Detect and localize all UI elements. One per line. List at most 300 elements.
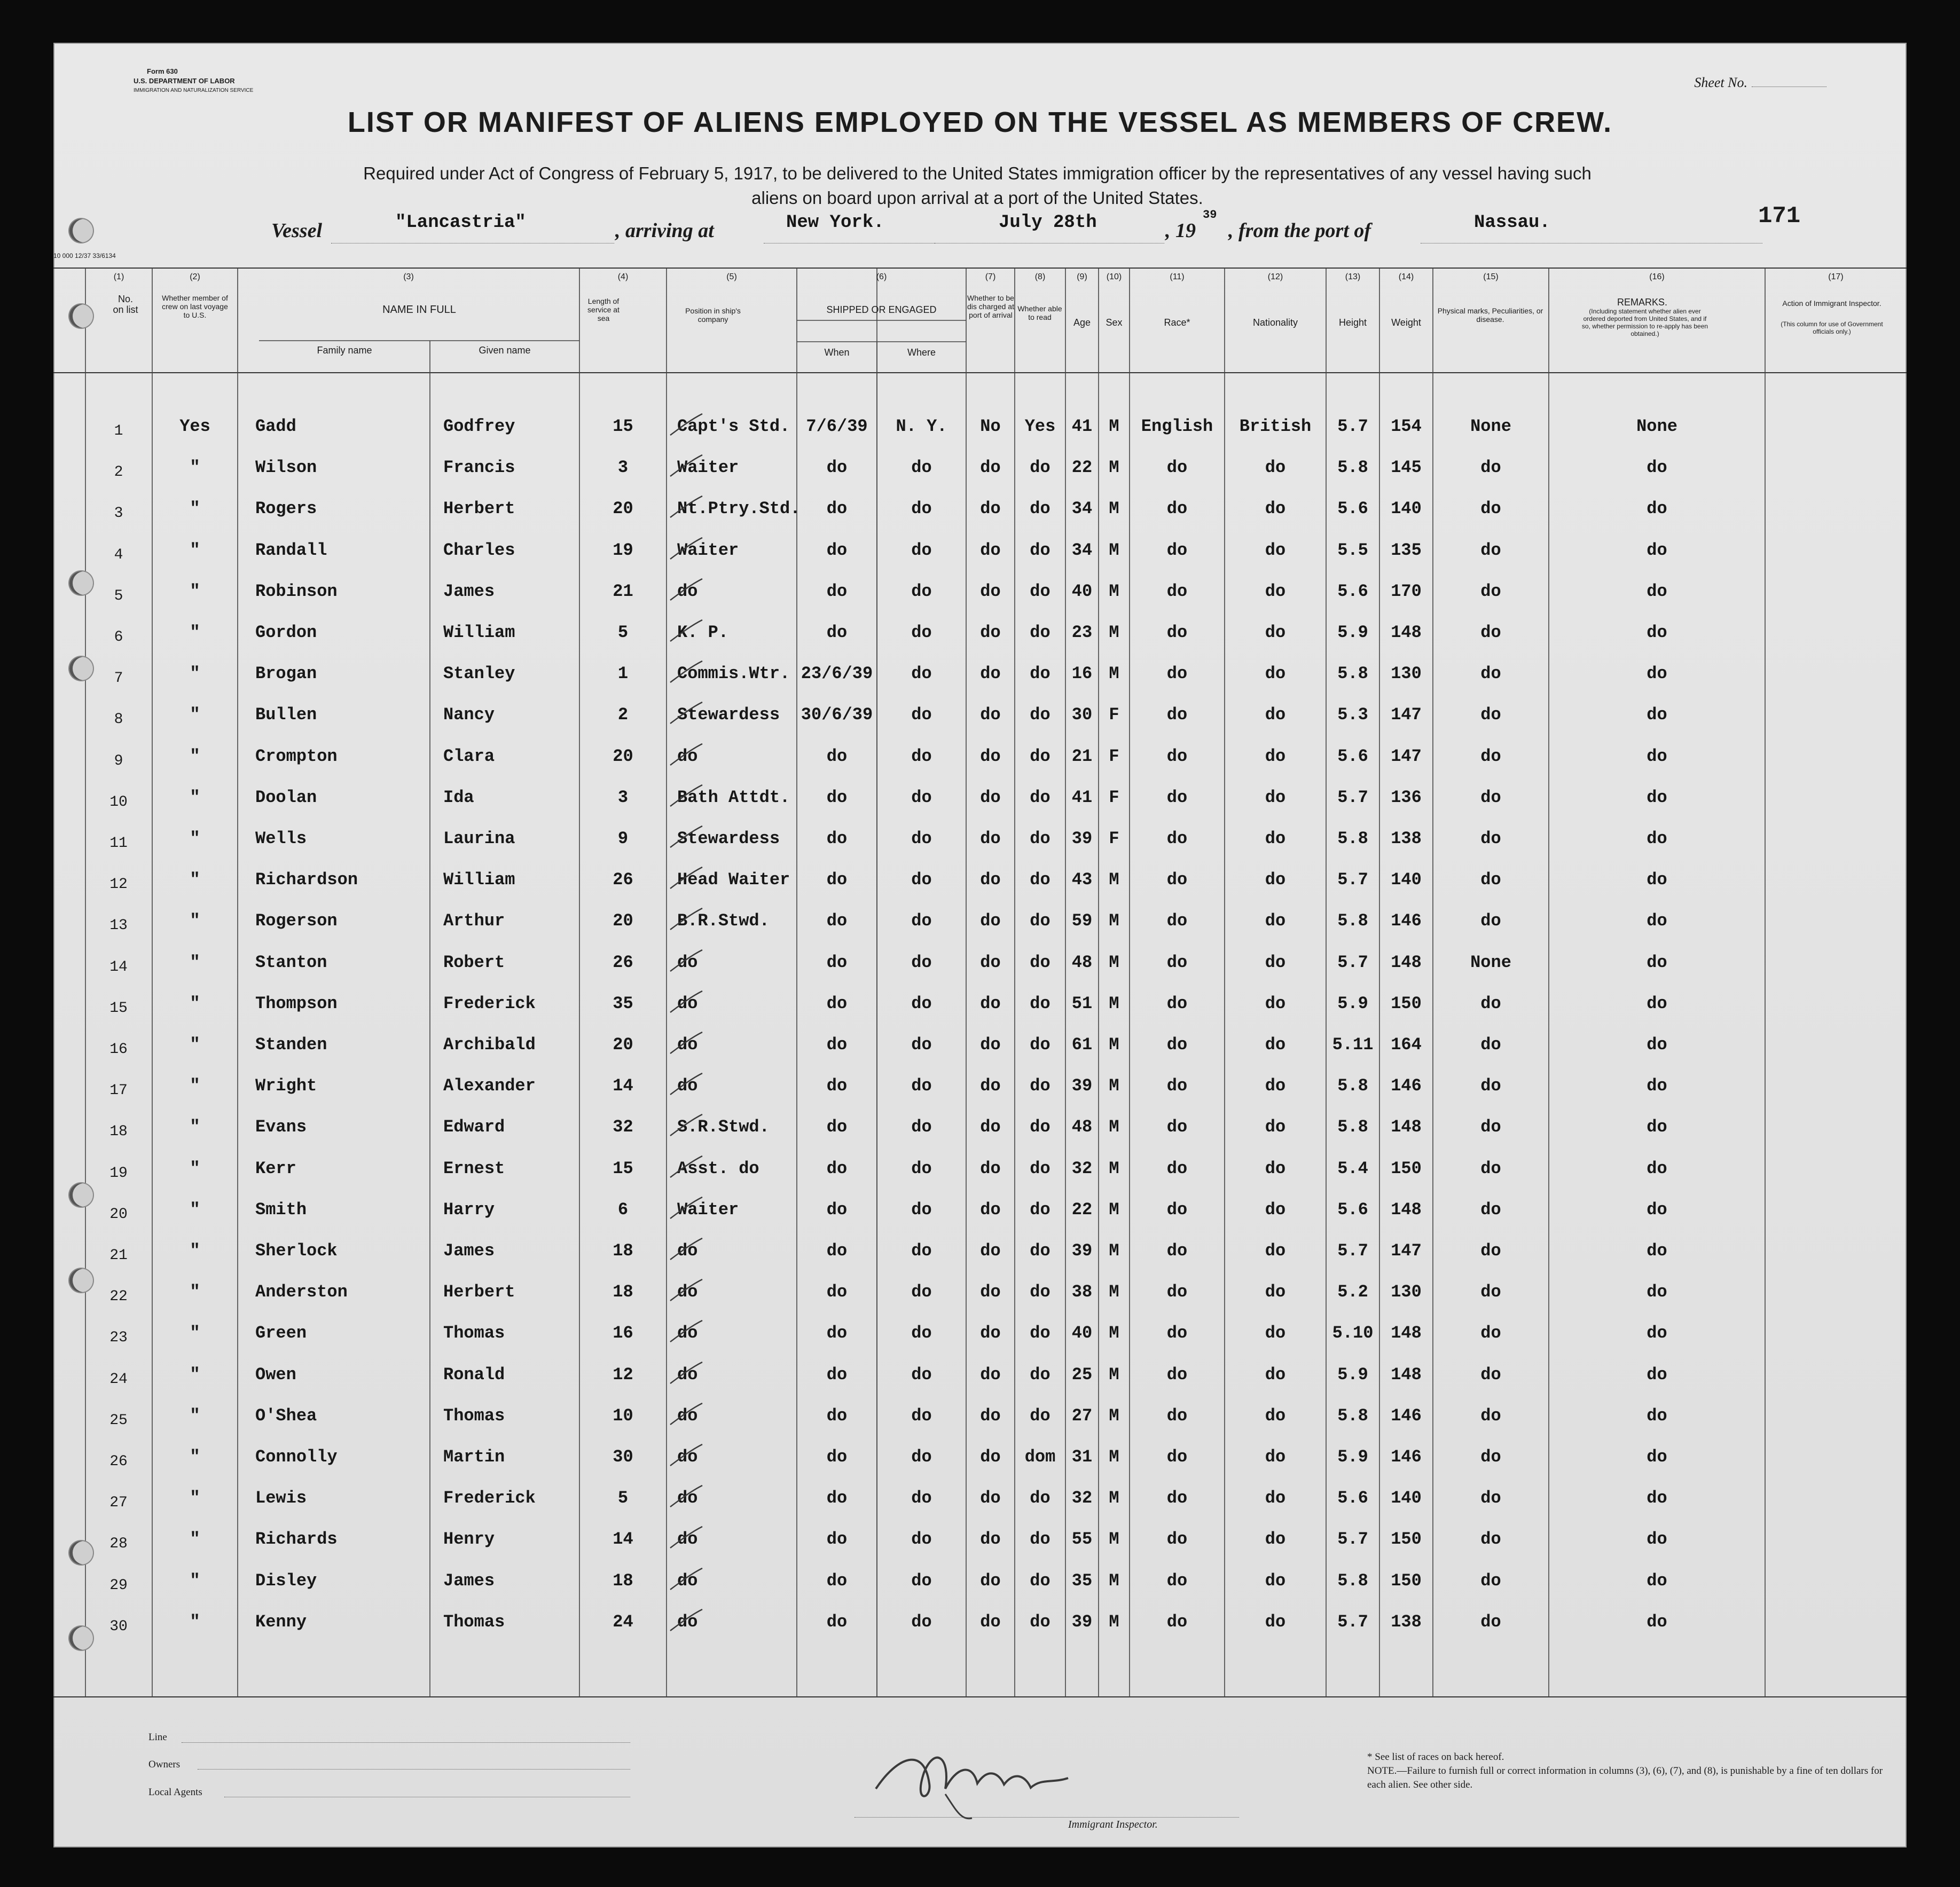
cell-family: Brogan — [255, 664, 317, 684]
cell-remarks: do — [1647, 623, 1667, 642]
cell-family: Evans — [255, 1117, 307, 1137]
cell-when: do — [826, 458, 848, 478]
cell-nat: British — [1239, 416, 1312, 436]
cell-sex: M — [1109, 499, 1119, 519]
cell-sex: M — [1109, 1529, 1119, 1550]
row-number: 8 — [114, 711, 123, 728]
cell-given: Ida — [443, 787, 474, 807]
cell-phys: do — [1480, 911, 1501, 931]
cell-phys: do — [1480, 993, 1501, 1013]
cell-age: 39 — [1071, 1611, 1093, 1632]
cell-where: do — [911, 1529, 932, 1550]
cell-service: 2 — [617, 705, 629, 725]
cell-remarks: do — [1647, 911, 1667, 931]
cell-age: 40 — [1071, 581, 1093, 601]
cell-when: do — [826, 746, 848, 766]
cell-where: do — [911, 787, 932, 807]
cell-nat: do — [1265, 1570, 1286, 1591]
cell-sex: M — [1109, 540, 1119, 560]
arriving-label: , arriving at — [615, 219, 714, 242]
cell-nat: do — [1265, 623, 1286, 642]
cell-prev: " — [190, 705, 200, 725]
cell-position: Waiter — [677, 540, 739, 560]
cell-disch: do — [980, 623, 1001, 642]
cell-prev: " — [190, 911, 200, 931]
cell-age: 35 — [1071, 1570, 1093, 1591]
cell-when: do — [826, 1241, 848, 1261]
cell-nat: do — [1265, 1035, 1286, 1055]
year-prefix: , 19 — [1165, 219, 1196, 242]
cell-height: 5.6 — [1337, 499, 1368, 519]
cell-when: do — [826, 1117, 848, 1137]
cell-weight: 146 — [1391, 1447, 1422, 1467]
cell-where: do — [911, 705, 932, 725]
cell-weight: 140 — [1391, 1488, 1422, 1508]
cell-given: Ernest — [443, 1158, 505, 1178]
cell-disch: No — [980, 416, 1001, 436]
cell-family: Wells — [255, 829, 307, 848]
row-number: 29 — [109, 1577, 128, 1594]
vessel-label: Vessel — [271, 219, 322, 242]
col-nationality: Nationality — [1252, 317, 1298, 328]
col-physical: Physical marks, Peculiarities, or disease. — [1437, 306, 1543, 324]
column-number: (10) — [1106, 272, 1122, 281]
cell-given: Clara — [443, 746, 495, 766]
cell-sex: M — [1109, 1488, 1119, 1508]
cell-read: do — [1030, 458, 1050, 478]
cell-weight: 138 — [1391, 829, 1422, 848]
cell-age: 21 — [1071, 746, 1093, 766]
cell-position: S.R.Stwd. — [677, 1117, 770, 1137]
cell-prev: " — [190, 1282, 200, 1302]
cell-phys: None — [1470, 952, 1511, 972]
cell-remarks: do — [1647, 787, 1667, 807]
cell-height: 5.7 — [1337, 870, 1368, 890]
col-shipped: SHIPPED OR ENGAGED — [826, 304, 937, 315]
cell-phys: do — [1480, 664, 1501, 684]
cell-prev: " — [190, 1529, 200, 1550]
cell-prev: " — [190, 1199, 200, 1220]
cell-weight: 148 — [1391, 952, 1422, 972]
cell-phys: do — [1480, 458, 1501, 478]
cell-family: Sherlock — [255, 1241, 338, 1261]
cell-read: do — [1030, 664, 1050, 684]
cell-remarks: do — [1647, 993, 1667, 1013]
cell-prev: " — [190, 664, 200, 684]
cell-weight: 150 — [1391, 993, 1422, 1013]
cell-family: Thompson — [255, 993, 338, 1013]
sheet-number: Sheet No. — [1694, 75, 1826, 91]
cell-phys: do — [1480, 1282, 1501, 1302]
check-mark-icon — [668, 782, 705, 809]
cell-given: Herbert — [443, 1282, 515, 1302]
row-number: 27 — [109, 1495, 128, 1512]
cell-sex: M — [1109, 1447, 1119, 1467]
cell-weight: 148 — [1391, 1364, 1422, 1385]
cell-when: do — [826, 581, 848, 601]
cell-where: N. Y. — [896, 416, 947, 436]
cell-family: Doolan — [255, 787, 317, 807]
cell-when: do — [826, 1158, 848, 1178]
cell-disch: do — [980, 1035, 1001, 1055]
col-where: Where — [907, 347, 936, 358]
cell-position: do — [677, 993, 698, 1013]
check-mark-icon — [668, 1071, 705, 1097]
cell-race: do — [1166, 952, 1188, 972]
cell-read: dom — [1024, 1447, 1056, 1467]
cell-read: do — [1030, 1117, 1050, 1137]
cell-disch: do — [980, 458, 1001, 478]
cell-prev: " — [190, 870, 200, 890]
cell-where: do — [911, 1035, 932, 1055]
cell-age: 25 — [1071, 1364, 1093, 1385]
punch-hole — [69, 219, 93, 242]
cell-where: do — [911, 1488, 932, 1508]
cell-height: 5.4 — [1337, 1158, 1368, 1178]
cell-service: 32 — [613, 1117, 633, 1137]
cell-disch: do — [980, 1405, 1001, 1426]
cell-remarks: do — [1647, 1570, 1667, 1591]
cell-position: Waiter — [677, 1199, 739, 1220]
col-height: Height — [1338, 317, 1367, 328]
cell-service: 3 — [617, 787, 629, 807]
cell-remarks: None — [1636, 416, 1677, 436]
column-number: (16) — [1649, 272, 1665, 281]
column-number: (3) — [403, 272, 414, 281]
row-number: 23 — [109, 1330, 128, 1347]
cell-position: do — [677, 1611, 698, 1632]
cell-remarks: do — [1647, 540, 1667, 560]
cell-where: do — [911, 581, 932, 601]
cell-phys: do — [1480, 1076, 1501, 1096]
col-remarks-sub: (Including statement whether alien ever ordered deported from United States, and if so, whether permission to re-apply has been obtained.) — [1581, 308, 1708, 337]
cell-remarks: do — [1647, 458, 1667, 478]
cell-sex: M — [1109, 1199, 1119, 1220]
cell-where: do — [911, 664, 932, 684]
cell-read: do — [1030, 1076, 1050, 1096]
cell-when: do — [826, 1447, 848, 1467]
cell-prev: " — [190, 1035, 200, 1055]
cell-weight: 130 — [1391, 1282, 1422, 1302]
punch-hole — [69, 1626, 93, 1650]
cell-nat: do — [1265, 993, 1286, 1013]
cell-age: 31 — [1071, 1447, 1093, 1467]
cell-remarks: do — [1647, 829, 1667, 848]
cell-prev: " — [190, 1447, 200, 1467]
col-family-name: Family name — [317, 345, 372, 356]
cell-height: 5.7 — [1337, 787, 1368, 807]
cell-phys: do — [1480, 1570, 1501, 1591]
cell-service: 26 — [613, 870, 633, 890]
col-whether-member: Whether member of crew on last voyage to U.S. — [162, 294, 228, 319]
cell-service: 16 — [613, 1323, 633, 1343]
cell-family: Gadd — [255, 416, 296, 436]
arriving-port: New York. — [786, 213, 884, 233]
check-mark-icon — [668, 452, 705, 479]
cell-nat: do — [1265, 1611, 1286, 1632]
cell-age: 32 — [1071, 1488, 1093, 1508]
check-mark-icon — [668, 576, 705, 603]
cell-service: 21 — [613, 581, 633, 601]
col-position: Position in ship's company — [685, 306, 741, 324]
cell-phys: do — [1480, 1117, 1501, 1137]
cell-height: 5.8 — [1337, 1117, 1368, 1137]
cell-disch: do — [980, 1117, 1001, 1137]
cell-family: Bullen — [255, 705, 317, 725]
cell-sex: F — [1109, 829, 1119, 848]
cell-weight: 146 — [1391, 1405, 1422, 1426]
cell-remarks: do — [1647, 952, 1667, 972]
cell-where: do — [911, 1405, 932, 1426]
cell-disch: do — [980, 581, 1001, 601]
row-number: 25 — [109, 1412, 128, 1429]
row-number: 28 — [109, 1536, 128, 1553]
cell-race: do — [1166, 1199, 1188, 1220]
column-number: (7) — [985, 272, 996, 281]
cell-race: do — [1166, 664, 1188, 684]
cell-position: Asst. do — [677, 1158, 759, 1178]
line-rule — [182, 1742, 630, 1743]
cell-nat: do — [1265, 1405, 1286, 1426]
cell-age: 41 — [1071, 416, 1093, 436]
cell-family: Richards — [255, 1529, 338, 1550]
cell-prev: " — [190, 581, 200, 601]
cell-nat: do — [1265, 829, 1286, 848]
cell-when: do — [826, 1529, 848, 1550]
cell-position: do — [677, 1364, 698, 1385]
cell-race: do — [1166, 1570, 1188, 1591]
row-number: 7 — [114, 670, 123, 687]
cell-given: Nancy — [443, 705, 495, 725]
cell-age: 51 — [1071, 993, 1093, 1013]
cell-service: 30 — [613, 1447, 633, 1467]
cell-weight: 146 — [1391, 1076, 1422, 1096]
arrival-date: July 28th — [999, 213, 1097, 233]
cell-height: 5.2 — [1337, 1282, 1368, 1302]
cell-weight: 148 — [1391, 1117, 1422, 1137]
cell-age: 22 — [1071, 458, 1093, 478]
row-number: 9 — [114, 752, 123, 769]
cell-read: do — [1030, 829, 1050, 848]
cell-where: do — [911, 1447, 932, 1467]
cell-phys: do — [1480, 1158, 1501, 1178]
cell-height: 5.6 — [1337, 1199, 1368, 1220]
check-mark-icon — [668, 1359, 705, 1386]
cell-nat: do — [1265, 1076, 1286, 1096]
cell-age: 48 — [1071, 1117, 1093, 1137]
cell-given: Archibald — [443, 1035, 536, 1055]
department-name: U.S. DEPARTMENT OF LABOR — [134, 77, 235, 85]
from-port-label: , from the port of — [1228, 219, 1371, 242]
cell-disch: do — [980, 1364, 1001, 1385]
cell-weight: 147 — [1391, 746, 1422, 766]
cell-service: 14 — [613, 1529, 633, 1550]
cell-weight: 140 — [1391, 870, 1422, 890]
cell-service: 6 — [617, 1199, 629, 1220]
row-number: 24 — [109, 1371, 128, 1388]
cell-sex: M — [1109, 458, 1119, 478]
row-number: 20 — [109, 1206, 128, 1223]
cell-phys: do — [1480, 1364, 1501, 1385]
cell-remarks: do — [1647, 1035, 1667, 1055]
cell-given: Martin — [443, 1447, 505, 1467]
cell-weight: 136 — [1391, 787, 1422, 807]
cell-sex: M — [1109, 911, 1119, 931]
cell-prev: " — [190, 540, 200, 560]
row-number: 19 — [109, 1165, 128, 1182]
column-number: (14) — [1398, 272, 1414, 281]
row-number: 17 — [109, 1082, 128, 1099]
cell-sex: M — [1109, 1076, 1119, 1096]
cell-weight: 145 — [1391, 458, 1422, 478]
check-mark-icon — [668, 493, 705, 520]
row-number: 21 — [109, 1247, 128, 1264]
cell-phys: do — [1480, 1199, 1501, 1220]
cell-position: Commis.Wtr. — [677, 664, 790, 684]
cell-family: Robinson — [255, 581, 338, 601]
cell-when: do — [826, 540, 848, 560]
cell-service: 3 — [617, 458, 629, 478]
cell-position: do — [677, 1529, 698, 1550]
cell-prev: " — [190, 1611, 200, 1632]
punch-hole — [69, 571, 93, 595]
cell-read: do — [1030, 1158, 1050, 1178]
cell-prev: " — [190, 829, 200, 848]
cell-race: do — [1166, 993, 1188, 1013]
cell-race: do — [1166, 1241, 1188, 1261]
cell-sex: F — [1109, 746, 1119, 766]
row-number: 18 — [109, 1123, 128, 1141]
cell-given: William — [443, 623, 515, 642]
cell-nat: do — [1265, 1158, 1286, 1178]
punch-hole — [69, 1269, 93, 1292]
cell-given: Francis — [443, 458, 515, 478]
cell-when: do — [826, 993, 848, 1013]
cell-position: do — [677, 1405, 698, 1426]
cell-race: do — [1166, 1076, 1188, 1096]
cell-remarks: do — [1647, 746, 1667, 766]
cell-position: do — [677, 1076, 698, 1096]
cell-sex: M — [1109, 1282, 1119, 1302]
cell-race: do — [1166, 829, 1188, 848]
row-number: 11 — [109, 835, 128, 852]
cell-when: do — [826, 870, 848, 890]
cell-phys: do — [1480, 623, 1501, 642]
cell-age: 22 — [1071, 1199, 1093, 1220]
cell-when: 23/6/39 — [801, 664, 873, 684]
cell-family: Connolly — [255, 1447, 338, 1467]
cell-weight: 146 — [1391, 911, 1422, 931]
cell-where: do — [911, 993, 932, 1013]
cell-race: do — [1166, 1405, 1188, 1426]
cell-nat: do — [1265, 540, 1286, 560]
check-mark-icon — [668, 741, 705, 768]
cell-height: 5.3 — [1337, 705, 1368, 725]
cell-where: do — [911, 1364, 932, 1385]
cell-remarks: do — [1647, 1199, 1667, 1220]
cell-where: do — [911, 911, 932, 931]
cell-age: 40 — [1071, 1323, 1093, 1343]
cell-nat: do — [1265, 705, 1286, 725]
cell-sex: M — [1109, 581, 1119, 601]
cell-disch: do — [980, 499, 1001, 519]
cell-height: 5.11 — [1332, 1035, 1374, 1055]
cell-weight: 170 — [1391, 581, 1422, 601]
cell-weight: 148 — [1391, 1199, 1422, 1220]
cell-position: Waiter — [677, 458, 739, 478]
cell-height: 5.8 — [1337, 664, 1368, 684]
cell-read: do — [1030, 1570, 1050, 1591]
cell-given: Herbert — [443, 499, 515, 519]
cell-phys: do — [1480, 581, 1501, 601]
inspector-signature — [865, 1725, 1089, 1826]
cell-height: 5.7 — [1337, 1611, 1368, 1632]
cell-prev: " — [190, 499, 200, 519]
cell-age: 39 — [1071, 1076, 1093, 1096]
cell-race: do — [1166, 1447, 1188, 1467]
cell-height: 5.8 — [1337, 1570, 1368, 1591]
cell-race: do — [1166, 499, 1188, 519]
cell-service: 15 — [613, 416, 633, 436]
cell-position: do — [677, 1282, 698, 1302]
cell-when: do — [826, 1611, 848, 1632]
cell-race: do — [1166, 1158, 1188, 1178]
row-number: 30 — [109, 1618, 128, 1635]
cell-sex: F — [1109, 705, 1119, 725]
cell-family: Rogers — [255, 499, 317, 519]
cell-disch: do — [980, 746, 1001, 766]
cell-nat: do — [1265, 787, 1286, 807]
cell-family: Wilson — [255, 458, 317, 478]
check-mark-icon — [668, 823, 705, 850]
cell-race: do — [1166, 1488, 1188, 1508]
cell-family: O'Shea — [255, 1405, 317, 1426]
check-mark-icon — [668, 1318, 705, 1345]
cell-service: 20 — [613, 746, 633, 766]
col-remarks: REMARKS. — [1617, 297, 1668, 308]
cell-when: do — [826, 1035, 848, 1055]
cell-phys: do — [1480, 540, 1501, 560]
service-name: IMMIGRATION AND NATURALIZATION SERVICE — [134, 88, 254, 93]
col-weight: Weight — [1391, 317, 1421, 328]
cell-where: do — [911, 829, 932, 848]
cell-age: 59 — [1071, 911, 1093, 931]
cell-given: Godfrey — [443, 416, 515, 436]
cell-phys: do — [1480, 870, 1501, 890]
cell-prev: " — [190, 787, 200, 807]
cell-nat: do — [1265, 911, 1286, 931]
column-number: (11) — [1170, 272, 1185, 281]
from-port: Nassau. — [1474, 213, 1550, 233]
cell-given: Laurina — [443, 829, 515, 848]
cell-phys: do — [1480, 1488, 1501, 1508]
serial-number: 171 — [1758, 203, 1801, 230]
cell-service: 10 — [613, 1405, 633, 1426]
cell-disch: do — [980, 540, 1001, 560]
cell-remarks: do — [1647, 1529, 1667, 1550]
cell-service: 19 — [613, 540, 633, 560]
cell-read: do — [1030, 746, 1050, 766]
cell-disch: do — [980, 1199, 1001, 1220]
cell-remarks: do — [1647, 1611, 1667, 1632]
cell-phys: None — [1470, 416, 1511, 436]
cell-given: Arthur — [443, 911, 505, 931]
cell-given: James — [443, 1570, 495, 1591]
cell-service: 24 — [613, 1611, 633, 1632]
cell-when: do — [826, 1364, 848, 1385]
cell-age: 41 — [1071, 787, 1093, 807]
cell-remarks: do — [1647, 1076, 1667, 1096]
